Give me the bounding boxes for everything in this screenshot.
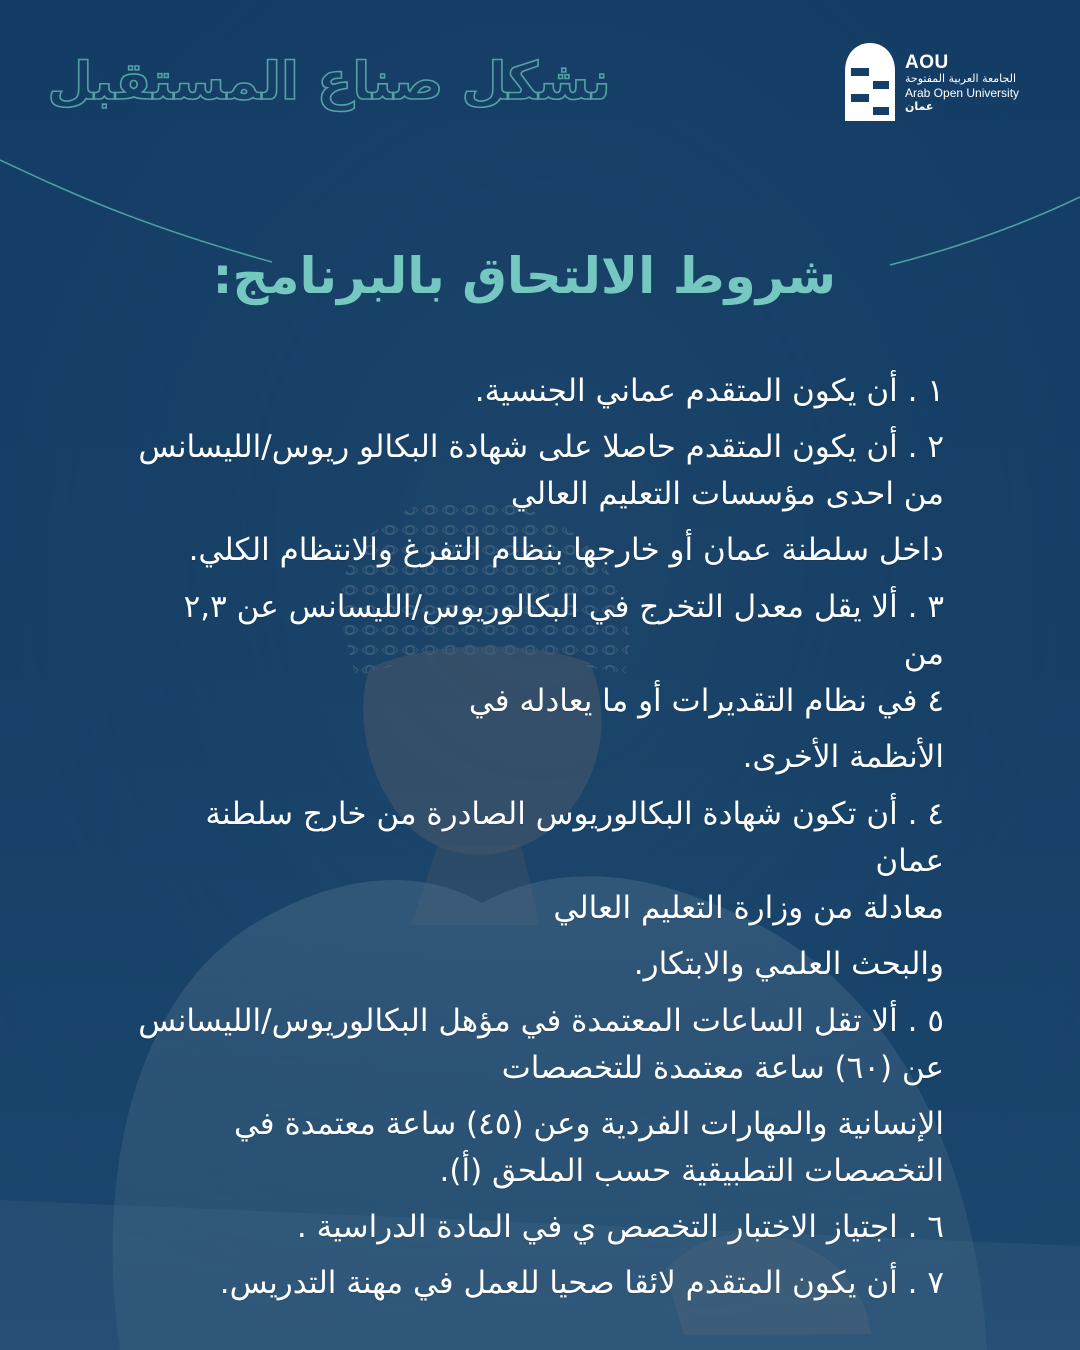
condition-text-line: ٤ في نظام التقديرات أو ما يعادله في <box>468 683 944 719</box>
condition-text-line: ١ . أن يكون المتقدم عماني الجنسية. <box>474 373 944 409</box>
condition-text-line: ٢ . أن يكون المتقدم حاصلا على شهادة البكالو ريوس/الليسانس <box>138 429 944 465</box>
condition-item-2 <box>138 424 944 574</box>
condition-item-1 <box>138 368 944 415</box>
condition-text-line: التخصصات التطبيقية حسب الملحق (أ). <box>439 1153 944 1189</box>
condition-text-line: الإنسانية والمهارات الفردية وعن (٤٥) ساعة معتمدة في <box>233 1106 944 1142</box>
condition-item-6 <box>138 1204 944 1251</box>
condition-text-line: من احدى مؤسسات التعليم العالي <box>510 476 944 512</box>
aou-emblem-icon <box>841 41 899 123</box>
condition-item-7 <box>138 1260 944 1307</box>
aou-logo-text <box>905 53 1043 113</box>
condition-item-5 <box>138 998 944 1195</box>
admission-conditions-list <box>138 368 944 1307</box>
condition-text-line: ٥ . ألا تقل الساعات المعتمدة في مؤهل البكالوريوس/الليسانس <box>138 1003 944 1039</box>
condition-text-line: ٧ . أن يكون المتقدم لائقا صحيا للعمل في مهنة التدريس. <box>219 1265 944 1301</box>
condition-item-3 <box>138 584 944 781</box>
condition-text-line: عن (٦٠) ساعة معتمدة للتخصصات <box>501 1050 944 1086</box>
condition-item-4 <box>138 791 944 988</box>
logo-abbreviation: AOU <box>905 52 949 73</box>
admission-requirements-title: شروط الالتحاق بالبرنامج: <box>212 247 836 305</box>
condition-text-line: الأنظمة الأخرى. <box>742 739 944 775</box>
logo-arabic-name: الجامعة العربية المفتوحة <box>905 72 1017 85</box>
condition-text-line: ٣ . ألا يقل معدل التخرج في البكالوريوس/الليسانس عن ٢,٣ من <box>183 589 944 672</box>
logo-city: عمان <box>905 100 934 113</box>
condition-text-line: داخل سلطنة عمان أو خارجها بنظام التفرغ والانتظام الكلي. <box>188 532 944 568</box>
condition-text-line: معادلة من وزارة التعليم العالي <box>553 890 944 926</box>
condition-text-line: ٦ . اجتياز الاختبار التخصص ي في المادة الدراسية . <box>296 1209 944 1245</box>
logo-english-name: Arab Open University <box>905 86 1020 100</box>
aou-logo <box>841 41 1046 127</box>
tagline: نشكل صناع المستقبل <box>47 52 611 112</box>
condition-text-line: والبحث العلمي والابتكار. <box>633 946 944 982</box>
condition-text-line: ٤ . أن تكون شهادة البكالوريوس الصادرة من خارج سلطنة عمان <box>205 796 944 879</box>
